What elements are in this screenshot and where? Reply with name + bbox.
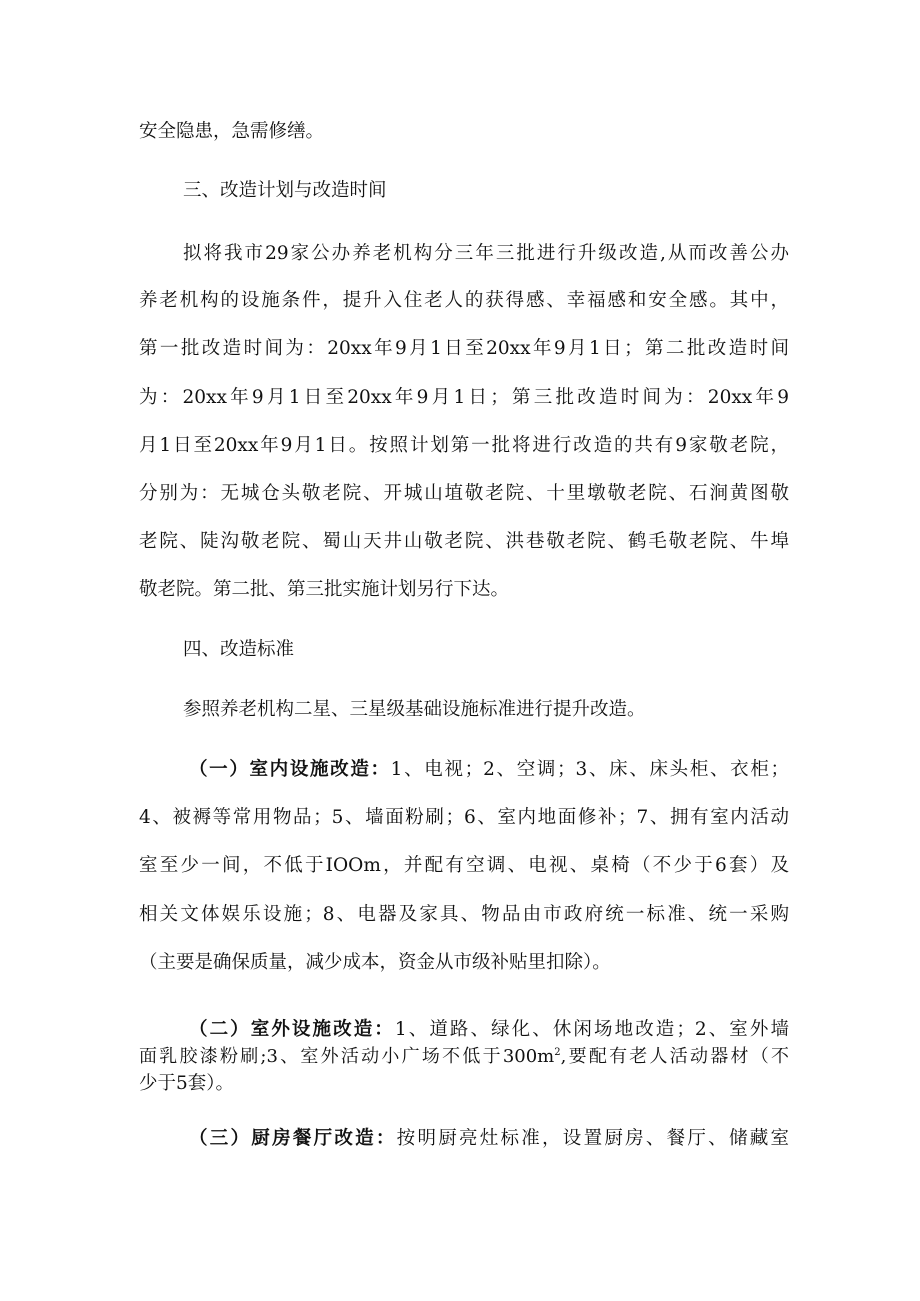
paragraph-line: [139, 1045, 789, 1069]
paragraph-line: 养老机构的设施条件，提升入住老人的获得感、幸福感和安全感。其中，: [139, 290, 789, 311]
paragraph-line: [189, 1127, 789, 1151]
paragraph-line: 少于5套）。: [139, 1073, 235, 1094]
paragraph-line: 老院、陡沟敬老院、蜀山天井山敬老院、洪巷敬老院、鹤毛敬老院、牛埠: [139, 531, 789, 552]
paragraph-line: （主要是确保质量，减少成本，资金从市级补贴里扣除）。: [139, 952, 611, 973]
paragraph-line: [189, 1018, 789, 1042]
paragraph-line: 为：20xx年9月1日至20xx年9月1日；第三批改造时间为：20xx年9: [139, 387, 789, 408]
paragraph-line: 室至少一间，不低于IOOm，并配有空调、电视、桌椅（不少于6套）及: [139, 855, 789, 876]
paragraph-line: 参照养老机构二星、三星级基础设施标准进行提升改造。: [183, 699, 646, 720]
paragraph-line: 分别为：无城仓头敬老院、开城山埴敬老院、十里墩敬老院、石涧黄图敬: [139, 483, 789, 504]
superscript-2: 2: [554, 1047, 561, 1058]
subsection-label-kitchen: （三）厨房餐厅改造：: [189, 1128, 397, 1149]
paragraph-line: 拟将我市29家公办养老机构分三年三批进行升级改造,从而改善公办: [183, 243, 789, 264]
paragraph-text: 面乳胶漆粉刷;3、室外活动小广场不低于300m: [139, 1046, 555, 1067]
paragraph-text: ,要配有老人活动器材（不: [560, 1046, 789, 1067]
paragraph-text: 按明厨亮灶标准，设置厨房、餐厅、储藏室: [396, 1128, 789, 1149]
subsection-label-indoor: （一）室内设施改造：: [189, 759, 391, 780]
paragraph-line: 安全隐患，急需修缮。: [139, 121, 325, 142]
paragraph-line: 敬老院。第二批、第三批实施计划另行下达。: [139, 579, 510, 600]
paragraph-line: 月1日至20xx年9月1日。按照计划第一批将进行改造的共有9家敬老院，: [139, 435, 789, 456]
paragraph-line: 4、被褥等常用物品；5、墙面粉刷；6、室内地面修补；7、拥有室内活动: [139, 807, 789, 828]
paragraph-line: 相关文体娱乐设施；8、电器及家具、物品由市政府统一标准、统一采购: [139, 904, 789, 925]
paragraph-line: [189, 758, 789, 782]
section-heading-3: 三、改造计划与改造时间: [183, 180, 387, 201]
section-heading-4: 四、改造标准: [183, 639, 295, 660]
paragraph-text: 1、道路、绿化、休闲场地改造；2、室外墙: [394, 1019, 789, 1040]
paragraph-line: 第一批改造时间为：20xx年9月1日至20xx年9月1日；第二批改造时间: [139, 338, 789, 359]
subsection-label-outdoor: （二）室外设施改造：: [189, 1019, 395, 1040]
paragraph-text: 1、电视；2、空调；3、床、床头柜、衣柜；: [390, 759, 789, 780]
